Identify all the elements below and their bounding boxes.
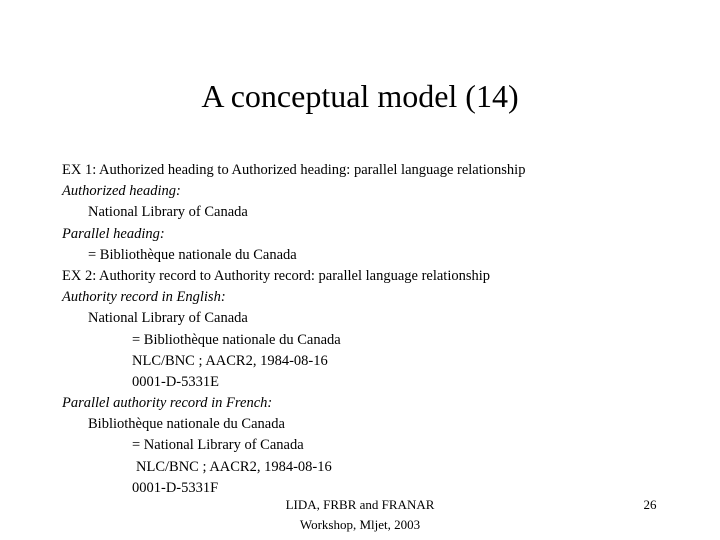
english-record-id: 0001-D-5331E [132,373,219,390]
authorized-heading-value: National Library of Canada [88,204,248,221]
french-record-id: 0001-D-5331F [132,479,219,496]
page-number: 26 [643,497,657,512]
example-2-heading: EX 2: Authority record to Authority record: parallel language relationship [62,267,491,284]
parallel-heading-label: Parallel heading: [62,225,165,242]
french-record-heading: Bibliothèque nationale du Canada [88,416,285,433]
slide-body [62,160,682,499]
french-record-source: NLC/BNC ; AACR2, 1984-08-16 [136,458,332,475]
english-record-heading: National Library of Canada [88,310,248,327]
footer-caption [230,495,490,535]
french-record-label: Parallel authority record in French: [62,395,273,412]
footer-line-1: LIDA, FRBR and FRANAR [285,497,435,512]
english-record-source: NLC/BNC ; AACR2, 1984-08-16 [132,352,328,369]
english-record-parallel: = Bibliothèque nationale du Canada [132,331,341,348]
authorized-heading-label: Authorized heading: [62,183,181,200]
parallel-heading-value: = Bibliothèque nationale du Canada [88,246,297,263]
footer-line-2: Workshop, Mljet, 2003 [299,517,421,532]
french-record-parallel: = National Library of Canada [132,437,304,454]
slide-title: A conceptual model (14) [201,78,519,114]
example-1-heading: EX 1: Authorized heading to Authorized heading: parallel language relationship [62,162,526,178]
english-record-label: Authority record in English: [62,289,226,306]
